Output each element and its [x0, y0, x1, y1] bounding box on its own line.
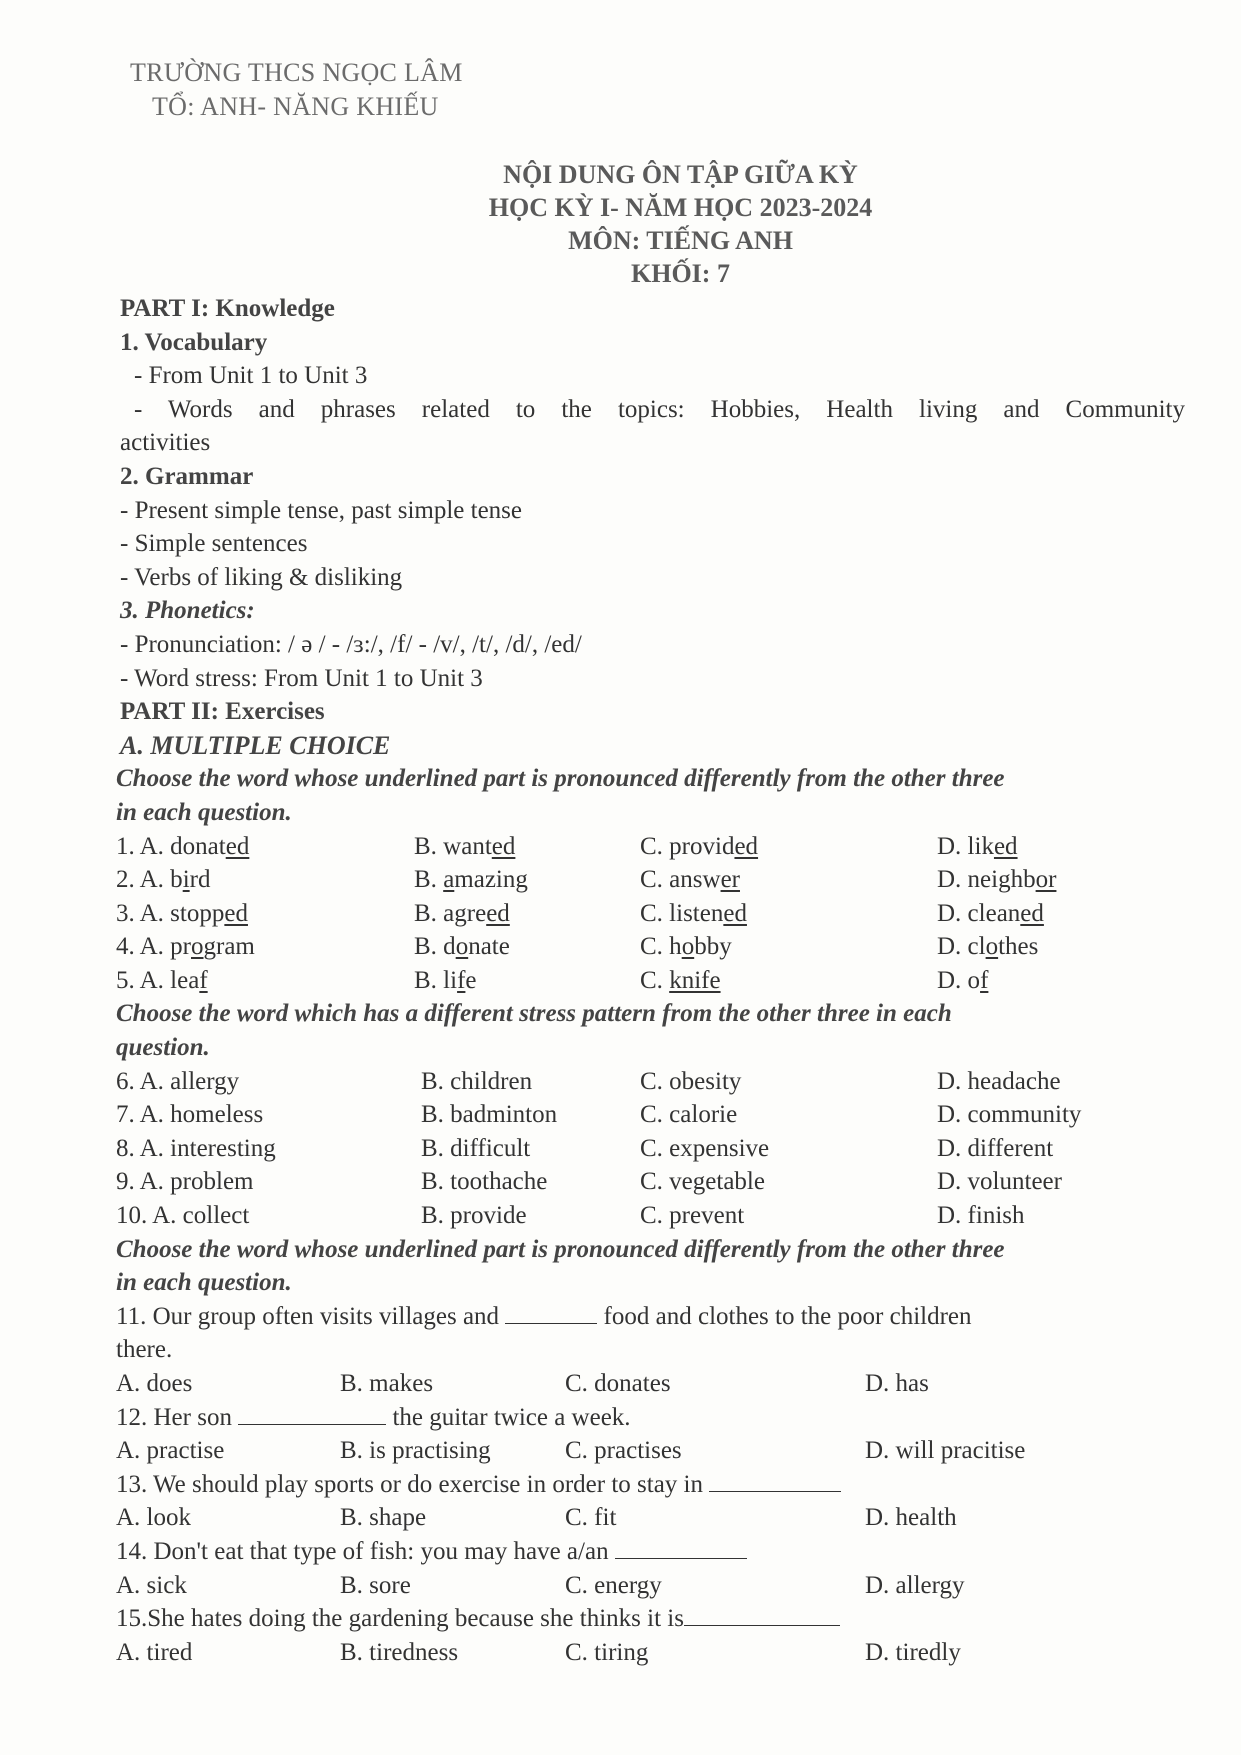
- section-a-heading: A. MULTIPLE CHOICE: [120, 730, 391, 760]
- answer-option: B. children: [421, 1067, 533, 1095]
- instruction-stress-cont: question.: [116, 1034, 210, 1062]
- phonetics-item: - Pronunciation: / ə / - /ɜ:/, /f/ - /v/, /t/, /d/, /ed/: [120, 630, 582, 658]
- answer-option-c: [640, 830, 937, 864]
- option-text: D. neighb: [937, 866, 1036, 894]
- answer-option: 10. A. collect: [116, 1202, 250, 1230]
- underlined-part: ed: [1020, 899, 1044, 927]
- answer-option-d: [937, 930, 1181, 964]
- question-stem: [116, 1602, 1185, 1636]
- underlined-part: or: [1035, 866, 1057, 894]
- answer-option: B. toothache: [421, 1168, 548, 1196]
- answer-option-a: [116, 897, 414, 931]
- document-title: [0, 158, 1241, 290]
- department-name: TỔ: ANH- NĂNG KHIẾU: [152, 92, 439, 121]
- answer-option: D. tiredly: [865, 1638, 961, 1666]
- answer-option: C. fit: [565, 1504, 617, 1532]
- underlined-part: ed: [225, 832, 250, 860]
- phonetics-heading: 3. Phonetics:: [120, 597, 255, 625]
- option-text: rd: [189, 866, 211, 894]
- underlined-part: i: [182, 866, 190, 894]
- option-text: B.: [414, 866, 444, 894]
- answer-option: D. volunteer: [937, 1168, 1062, 1196]
- options-row: [116, 1501, 1185, 1535]
- part1-heading: PART I: Knowledge: [120, 295, 335, 322]
- answer-blank: [615, 1536, 747, 1559]
- option-text: C. h: [640, 933, 682, 961]
- answer-option: A. practise: [116, 1437, 225, 1465]
- answer-option: C. expensive: [640, 1134, 770, 1162]
- underlined-part: ed: [993, 832, 1018, 860]
- underlined-part: o: [985, 933, 999, 961]
- option-text: 4. A. pr: [116, 933, 191, 961]
- answer-option: A. does: [116, 1370, 193, 1397]
- grammar-item: - Verbs of liking & disliking: [120, 563, 403, 591]
- answer-option: B. sore: [340, 1571, 411, 1599]
- underlined-part: o: [455, 933, 469, 961]
- stress-questions: [116, 1065, 1185, 1233]
- answer-option: C. practises: [565, 1437, 682, 1465]
- answer-option: C. donates: [565, 1370, 671, 1397]
- underlined-part: ed: [723, 899, 747, 927]
- answer-option-d: [937, 897, 1181, 931]
- question-stem: [116, 1535, 1185, 1569]
- options-row: [116, 1569, 1185, 1603]
- underlined-part: knife: [669, 966, 721, 994]
- answer-option-a: [116, 830, 414, 864]
- answer-option: D. finish: [937, 1202, 1025, 1230]
- underlined-part: f: [199, 966, 208, 994]
- answer-option: C. tiring: [565, 1638, 649, 1666]
- answer-option-a: [116, 964, 414, 998]
- option-text: e: [465, 966, 477, 994]
- answer-option-d: [937, 830, 1181, 864]
- question-text: 15.She hates doing the gardening because she thinks it is: [116, 1605, 684, 1633]
- answer-option: B. badminton: [421, 1101, 558, 1129]
- option-text: C.: [640, 966, 670, 994]
- option-text: mazing: [454, 866, 528, 894]
- answer-option: D. will pracitise: [865, 1437, 1026, 1465]
- option-text: B. agre: [414, 899, 487, 927]
- option-text: C. provid: [640, 832, 735, 860]
- answer-option: B. difficult: [421, 1134, 531, 1162]
- option-text: B. li: [414, 966, 458, 994]
- option-text: 3. A. stopp: [116, 899, 225, 927]
- school-name: TRƯỜNG THCS NGỌC LÂM: [130, 58, 463, 87]
- answer-option: 6. A. allergy: [116, 1067, 240, 1095]
- answer-option: A. tired: [116, 1638, 193, 1666]
- question-row: [116, 1065, 1185, 1099]
- question-text: 13. We should play sports or do exercise in order to stay in: [116, 1470, 710, 1498]
- underlined-part: o: [191, 933, 204, 961]
- question-row: [116, 1098, 1185, 1132]
- answer-option: D. has: [865, 1370, 929, 1397]
- answer-blank: [238, 1402, 386, 1425]
- answer-option-b: [414, 863, 640, 897]
- answer-option-a: [116, 863, 414, 897]
- option-text: bby: [694, 933, 732, 961]
- question-stem: [116, 1468, 1185, 1502]
- answer-option-b: [414, 897, 640, 931]
- question-row: [116, 830, 1185, 864]
- vocab-item: - From Unit 1 to Unit 3: [134, 362, 368, 390]
- question-text: 14. Don't eat that type of fish: you may have a/an: [116, 1537, 615, 1565]
- answer-option-b: [414, 964, 640, 998]
- question-row: [116, 964, 1185, 998]
- document-body: [116, 292, 1185, 1669]
- grammar-item: - Present simple tense, past simple tense: [120, 496, 523, 524]
- answer-option-c: [640, 930, 937, 964]
- instruction-pronunciation: Choose the word whose underlined part is pronounced differently from the other three: [116, 765, 1005, 793]
- answer-option: B. provide: [421, 1202, 527, 1230]
- answer-option: D. community: [937, 1101, 1082, 1129]
- option-text: D. lik: [937, 832, 994, 860]
- answer-option: C. energy: [565, 1571, 662, 1599]
- answer-option-d: [937, 964, 1181, 998]
- answer-option: D. headache: [937, 1067, 1061, 1095]
- question-row: [116, 1165, 1185, 1199]
- answer-option-b: [414, 930, 640, 964]
- school-header: [130, 56, 463, 124]
- answer-option: B. shape: [340, 1504, 427, 1532]
- instruction-multiple-choice-cont: in each question.: [116, 1269, 292, 1297]
- instruction-multiple-choice: Choose the word whose underlined part is pronounced differently from the other three: [116, 1235, 1005, 1263]
- question-text-cont: there.: [116, 1336, 173, 1364]
- grammar-item: - Simple sentences: [120, 530, 308, 558]
- underlined-part: f: [457, 966, 466, 994]
- answer-option: C. calorie: [640, 1101, 738, 1129]
- option-text: D. clean: [937, 899, 1021, 927]
- question-row: [116, 930, 1185, 964]
- option-text: 1. A. donat: [116, 832, 226, 860]
- options-row: [116, 1636, 1185, 1670]
- question-text: 11. Our group often visits villages and: [116, 1302, 506, 1330]
- answer-option-d: [937, 863, 1181, 897]
- answer-blank: [505, 1301, 597, 1324]
- underlined-part: ed: [491, 832, 516, 860]
- option-text: D. cl: [937, 933, 986, 961]
- underlined-part: ed: [486, 899, 510, 927]
- option-text: D. o: [937, 966, 981, 994]
- answer-option: 8. A. interesting: [116, 1134, 276, 1162]
- options-row: [116, 1367, 1185, 1401]
- question-text: the guitar twice a week.: [386, 1403, 631, 1431]
- option-text: 2. A. b: [116, 866, 183, 894]
- phonetics-item: - Word stress: From Unit 1 to Unit 3: [120, 664, 483, 692]
- option-text: B. d: [414, 933, 456, 961]
- vocab-item: activities: [120, 429, 211, 457]
- question-row: [116, 1132, 1185, 1166]
- answer-option-a: [116, 930, 414, 964]
- title-line-4: KHỐI: 7: [631, 259, 730, 288]
- title-line-3: MÔN: TIẾNG ANH: [568, 226, 793, 255]
- question-stem: [116, 1300, 1185, 1334]
- underlined-part: f: [980, 966, 989, 994]
- answer-option: B. makes: [340, 1370, 434, 1397]
- underlined-part: ed: [734, 832, 759, 860]
- underlined-part: a: [443, 866, 455, 894]
- underlined-part: o: [681, 933, 695, 961]
- option-text: nate: [468, 933, 510, 961]
- question-row: [116, 897, 1185, 931]
- pronunciation-questions: [116, 830, 1185, 998]
- option-text: C. answ: [640, 866, 721, 894]
- answer-blank: [684, 1603, 840, 1626]
- grammar-heading: 2. Grammar: [120, 462, 254, 490]
- answer-option-b: [414, 830, 640, 864]
- answer-option: 7. A. homeless: [116, 1101, 264, 1129]
- question-text: food and clothes to the poor children: [597, 1302, 972, 1330]
- answer-option-c: [640, 863, 937, 897]
- answer-option-c: [640, 964, 937, 998]
- answer-option: A. sick: [116, 1571, 187, 1599]
- question-stem: [116, 1401, 1185, 1435]
- answer-blank: [709, 1469, 841, 1492]
- answer-option: D. different: [937, 1134, 1054, 1162]
- question-text: 12. Her son: [116, 1403, 239, 1431]
- answer-option: 9. A. problem: [116, 1168, 254, 1196]
- underlined-part: er: [720, 866, 740, 894]
- part2-heading: PART II: Exercises: [120, 698, 325, 726]
- answer-option-c: [640, 897, 937, 931]
- answer-option: C. vegetable: [640, 1168, 765, 1196]
- answer-option: C. obesity: [640, 1067, 742, 1095]
- option-text: B. want: [414, 832, 492, 860]
- answer-option: C. prevent: [640, 1202, 745, 1230]
- vocab-item: - Words and phrases related to the topics: Hobbies, Health living and Community: [134, 395, 1185, 423]
- option-text: C. listen: [640, 899, 724, 927]
- vocab-heading: 1. Vocabulary: [120, 328, 268, 356]
- answer-option: A. look: [116, 1504, 191, 1532]
- answer-option: D. health: [865, 1504, 957, 1532]
- answer-option: B. tiredness: [340, 1638, 459, 1666]
- option-text: thes: [998, 933, 1039, 961]
- instruction-pronunciation-cont: in each question.: [116, 798, 292, 826]
- title-line-1: NỘI DUNG ÔN TẬP GIỮA KỲ: [503, 160, 858, 189]
- multiple-choice-questions: [116, 1300, 1185, 1670]
- instruction-stress: Choose the word which has a different stress pattern from the other three in each: [116, 1000, 952, 1028]
- answer-option: B. is practising: [340, 1437, 491, 1465]
- answer-option: D. allergy: [865, 1571, 965, 1599]
- option-text: gram: [203, 933, 255, 961]
- underlined-part: ed: [224, 899, 248, 927]
- option-text: 5. A. lea: [116, 966, 200, 994]
- question-row: [116, 1199, 1185, 1233]
- question-row: [116, 863, 1185, 897]
- options-row: [116, 1434, 1185, 1468]
- title-line-2: HỌC KỲ I- NĂM HỌC 2023-2024: [488, 193, 873, 222]
